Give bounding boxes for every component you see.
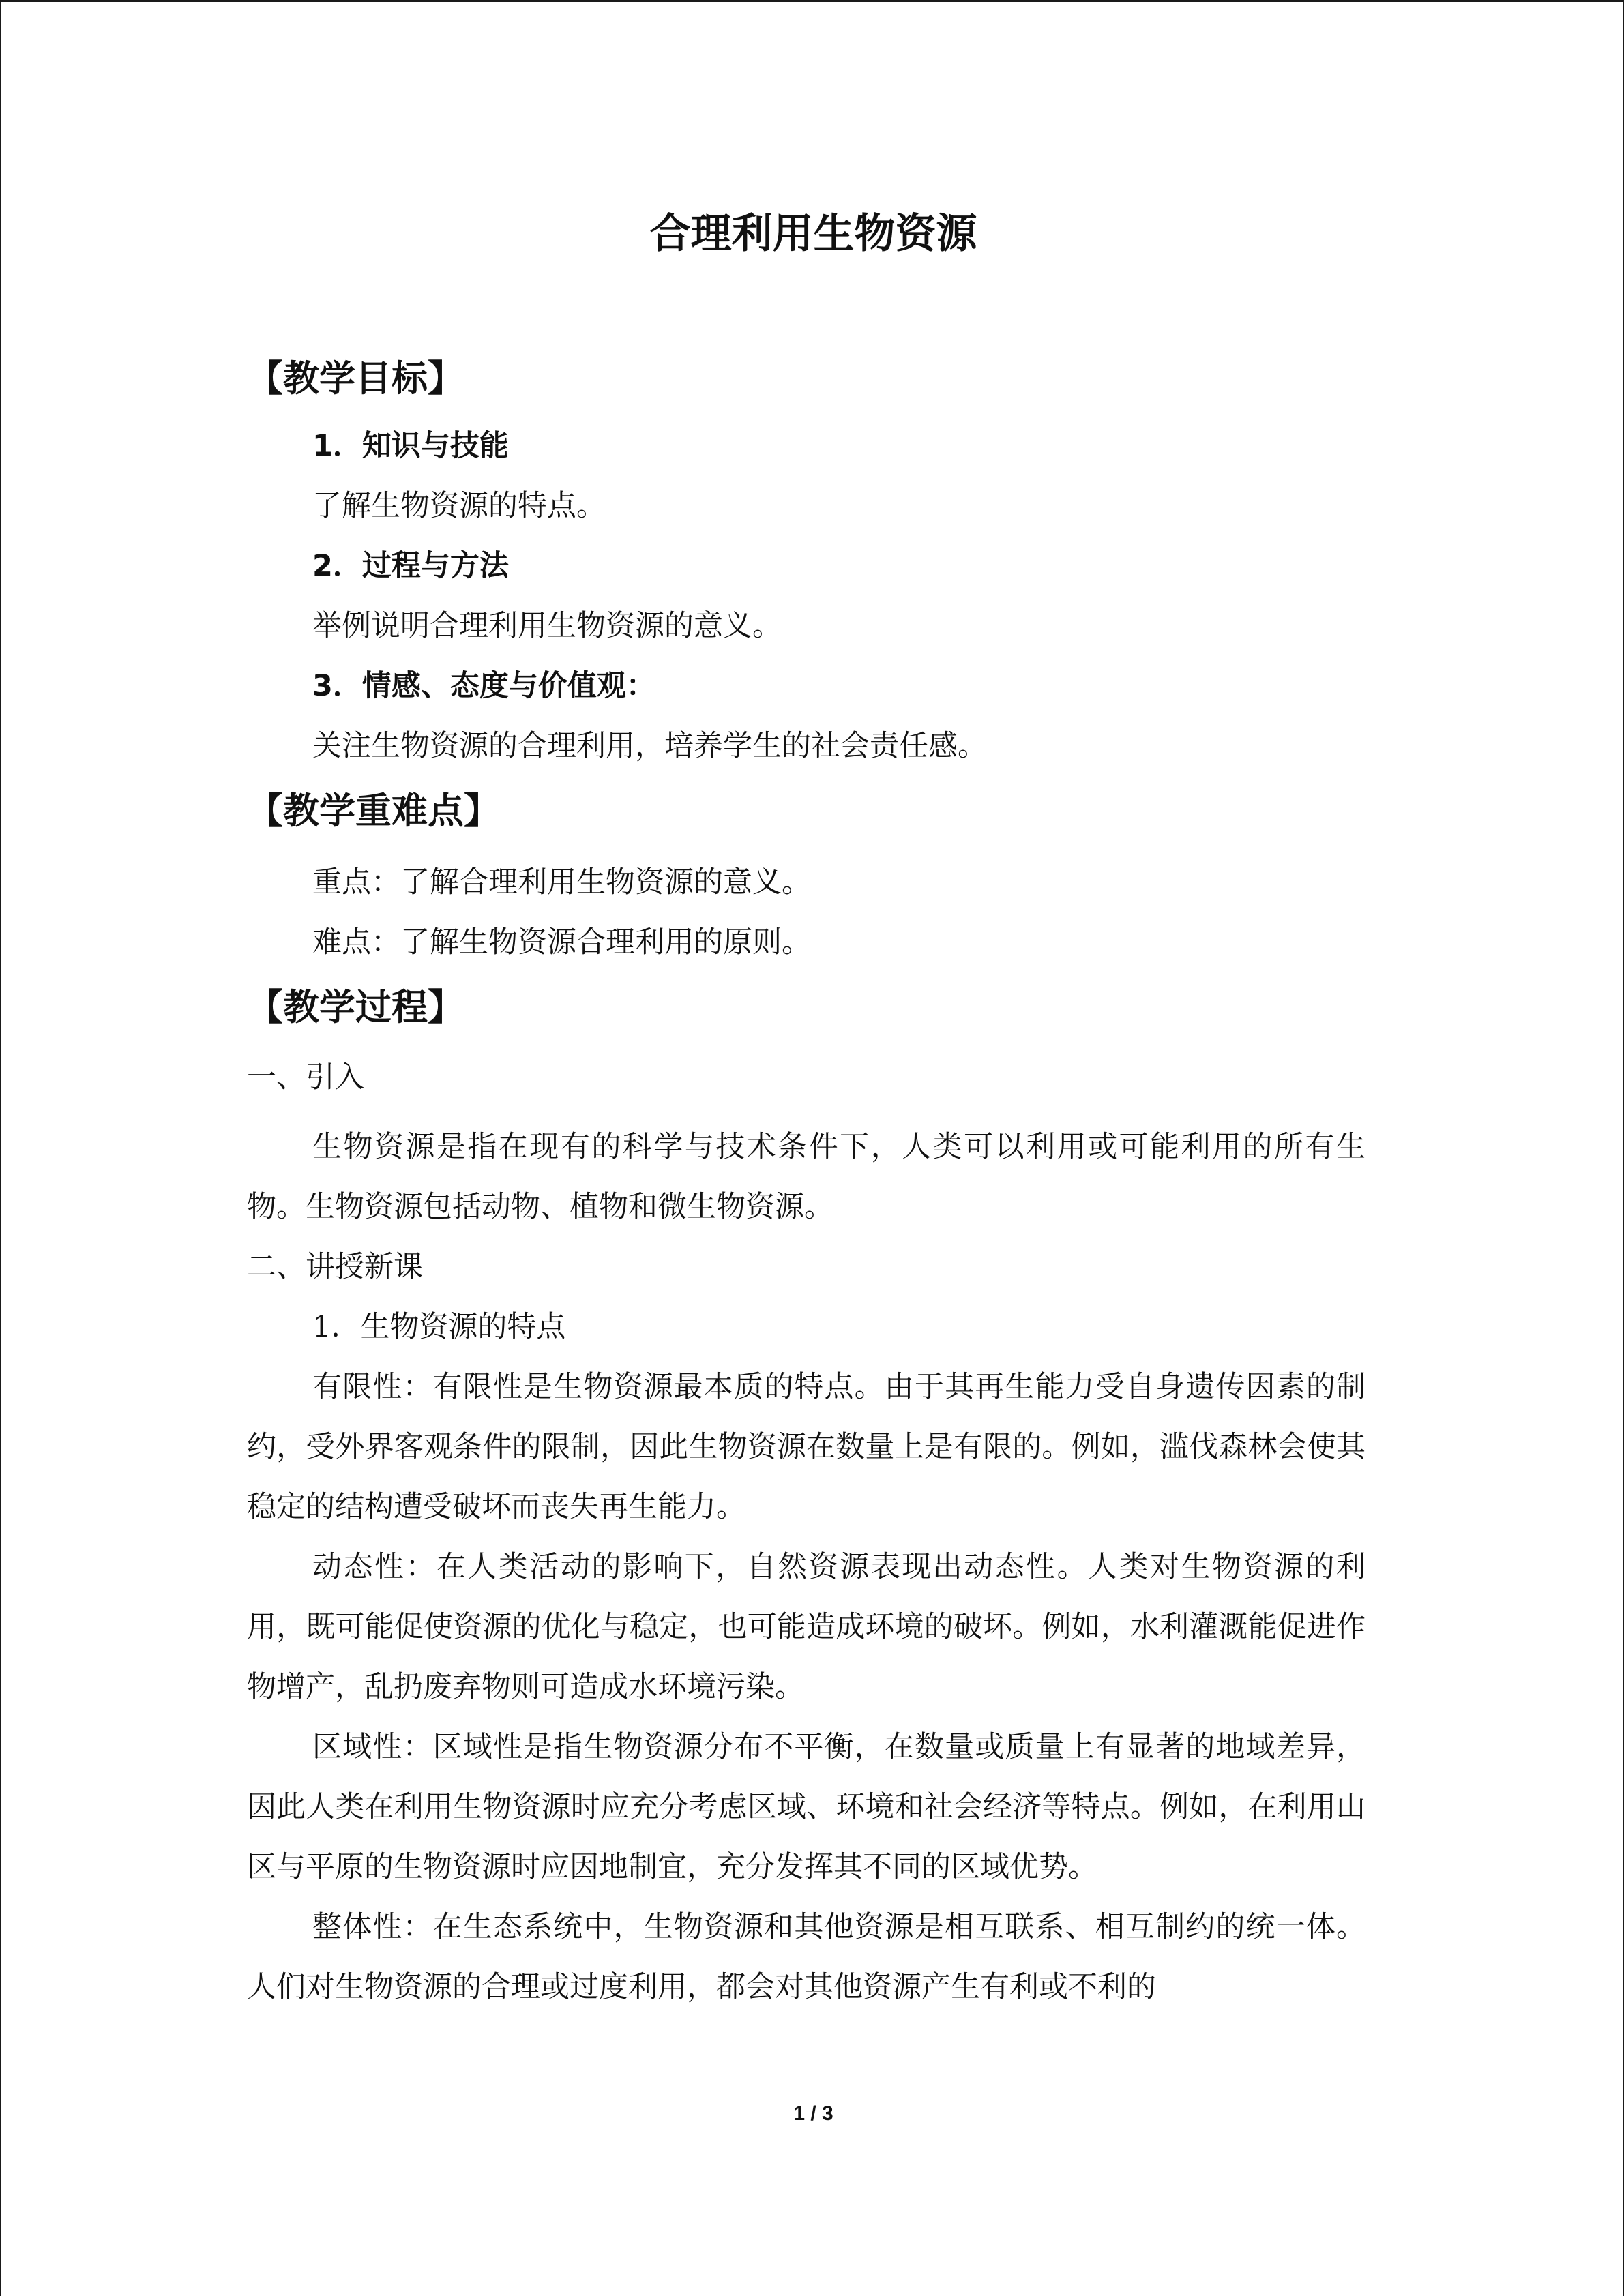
goal-text-method: 举例说明合理利用生物资源的意义。: [312, 609, 782, 643]
paragraph-limited: 有限性：有限性是生物资源最本质的特点。由于其再生能力受自身遗传因素的制约，受外界客观条件的限制，因此生物资源在数量上是有限的。例如，滥伐森林会使其稳定的结构遭受破坏而丧失再生能力。: [247, 1370, 1365, 1524]
section-heading-goals: 【教学目标】: [247, 358, 464, 400]
key-point-text: 重点：了解合理利用生物资源的意义。: [312, 865, 811, 899]
goal-text-values: 关注生物资源的合理利用，培养学生的社会责任感。: [312, 729, 987, 763]
document-title: 合理利用生物资源: [649, 210, 977, 258]
intro-heading: 一、引入: [247, 1060, 364, 1094]
subheading-features: 1．生物资源的特点: [312, 1310, 566, 1344]
paragraph-dynamic: 动态性：在人类活动的影响下，自然资源表现出动态性。人类对生物资源的利用，既可能促使资源的优化与稳定，也可能造成环境的破坏。例如，水利灌溉能促进作物增产，乱扔废弃物则可造成水环境污染。: [247, 1550, 1365, 1704]
document-body: [247, 353, 1365, 2017]
section-heading-key-points: 【教学重难点】: [247, 790, 500, 832]
goal-label-knowledge: 1．知识与技能: [312, 429, 509, 463]
goal-label-values: 3．情感、态度与价值观：: [312, 669, 655, 703]
goal-label-method: 2．过程与方法: [312, 549, 509, 583]
new-lesson-heading: 二、讲授新课: [247, 1250, 423, 1284]
section-heading-process: 【教学过程】: [247, 987, 464, 1028]
intro-paragraph: 生物资源是指在现有的科学与技术条件下，人类可以利用或可能利用的所有生物。生物资源包括动物、植物和微生物资源。: [247, 1130, 1365, 1224]
paragraph-whole: 整体性：在生态系统中，生物资源和其他资源是相互联系、相互制约的统一体。人们对生物资源的合理或过度利用，都会对其他资源产生有利或不利的: [247, 1910, 1365, 2004]
page-number: 1 / 3: [793, 2102, 833, 2125]
goal-text-knowledge: 了解生物资源的特点。: [312, 489, 606, 523]
difficult-point-text: 难点：了解生物资源合理利用的原则。: [312, 925, 811, 959]
paragraph-regional: 区域性：区域性是指生物资源分布不平衡，在数量或质量上有显著的地域差异，因此人类在利用生物资源时应充分考虑区域、环境和社会经济等特点。例如，在利用山区与平原的生物资源时应因地制宜，充分发挥其不同的区域优势。: [247, 1730, 1365, 1884]
